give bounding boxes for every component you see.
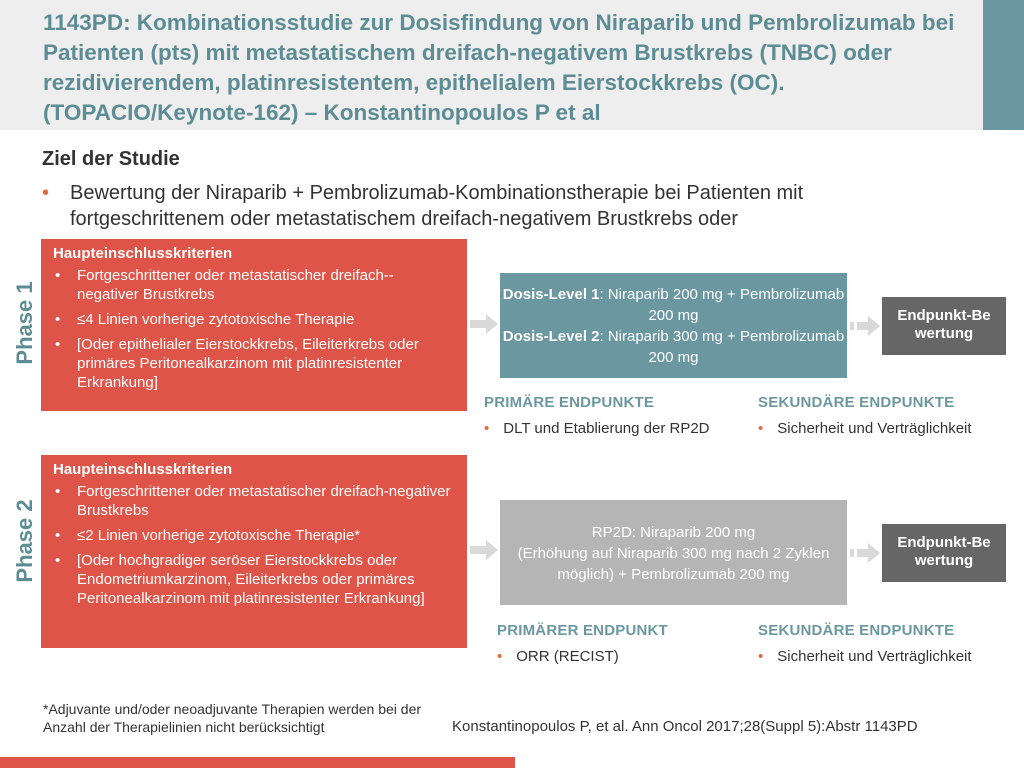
phase-1-dose-box [500, 273, 847, 378]
list-item: • ≤4 Linien vorherige zytotoxische Therapie [53, 310, 453, 329]
phase-1-criteria-heading: Haupteinschlusskriterien [53, 245, 233, 262]
phase-2-label: Phase 2 [12, 499, 37, 583]
arrow-right-icon [850, 316, 880, 336]
citation: Konstantinopoulos P, et al. Ann Oncol 2017;28(Suppl 5):Abstr 1143PD [452, 718, 918, 735]
arrow-right-icon [470, 314, 498, 334]
dose-level-2: Dosis-Level 2: Niraparib 300 mg + Pembrolizumab 200 mg [502, 328, 845, 366]
arrow-right-icon [470, 540, 498, 560]
phase-2-criteria-box [41, 455, 467, 648]
rp2d-line-2: (Erhöhung auf Niraparib 300 mg nach 2 Zyklen möglich) + Pembrolizumab 200 mg [517, 545, 830, 583]
list-item: • [Oder hochgradiger seröser Eierstockkrebs oder Endometriumkarzinom, Eileiterkrebs oder primäres Peritonealkarzinom mit platinresistenter Erkrankung] [53, 551, 453, 608]
phase-1-primary-heading: PRIMÄRE ENDPUNKTE [484, 394, 655, 411]
phase-1-label: Phase 1 [12, 281, 37, 365]
bottom-accent-bar [0, 757, 515, 768]
phase-2-criteria-heading: Haupteinschlusskriterien [53, 461, 233, 478]
phase-1-criteria-box [41, 239, 467, 411]
phase-2-rp2d-box [500, 500, 847, 605]
phase-1-criteria-list [53, 266, 453, 392]
phase-2-secondary-item: • Sicherheit und Verträglichkeit [758, 648, 972, 665]
bullet-icon: • [758, 648, 764, 665]
phase-1-primary-item: • DLT und Etablierung der RP2D [484, 420, 710, 437]
list-item: • ≤2 Linien vorherige zytotoxische Therapie* [53, 526, 453, 545]
footnote: *Adjuvante und/oder neoadjuvante Therapien werden bei der Anzahl der Therapielinien nicht berücksichtigt [43, 701, 422, 735]
rp2d-line-1: RP2D: Niraparib 200 mg [591, 524, 756, 541]
dose-level-1: Dosis-Level 1: Niraparib 200 mg + Pembrolizumab 200 mg [502, 286, 845, 324]
arrow-right-icon [850, 543, 880, 563]
phase-1-secondary-heading: SEKUNDÄRE ENDPUNKTE [758, 394, 955, 411]
aim-text: Bewertung der Niraparib + Pembrolizumab-Kombinationstherapie bei Patienten mit fortgeschrittenem oder metastatischem dreifach-negativem Brustkrebs oder [70, 182, 804, 230]
phase-2-primary-item: • ORR (RECIST) [497, 648, 619, 665]
list-item: • [Oder epithelialer Eierstockkrebs, Eileiterkrebs oder primäres Peritonealkarzinom mit platinresistenter Erkrankung] [53, 335, 453, 392]
phase-2-secondary-heading: SEKUNDÄRE ENDPUNKTE [758, 622, 955, 639]
bullet-icon: • [484, 420, 490, 437]
phase-2-endpoint-box: Endpunkt-Be wertung [882, 524, 1006, 582]
bullet-icon: • [758, 420, 764, 437]
aim-bullet [42, 180, 962, 232]
phase-2-criteria-list [53, 482, 453, 608]
aim-heading: Ziel der Studie [42, 148, 180, 170]
bullet-icon: • [42, 182, 50, 204]
slide-title: 1143PD: Kombinationsstudie zur Dosisfindung von Niraparib und Pembrolizumab bei Patienten (pts) mit metastatischem dreifach-negativem Brustkrebs (TNBC) oder rezidivierendem, platinresistentem, epithelialem Eierstockkrebs (OC). (TOPACIO/Keynote-162) – Konstantinopoulos P et al [43, 10, 955, 125]
bullet-icon: • [497, 648, 503, 665]
title-accent-bar [983, 0, 1024, 130]
phase-2-primary-heading: PRIMÄRER ENDPUNKT [497, 622, 668, 639]
phase-1-secondary-item: • Sicherheit und Verträglichkeit [758, 420, 972, 437]
phase-1-endpoint-box: Endpunkt-Be wertung [882, 297, 1006, 355]
list-item: • Fortgeschrittener oder metastatischer dreifach-negativer Brustkrebs [53, 482, 453, 520]
list-item: • Fortgeschrittener oder metastatischer dreifach--negativer Brustkrebs [53, 266, 453, 304]
